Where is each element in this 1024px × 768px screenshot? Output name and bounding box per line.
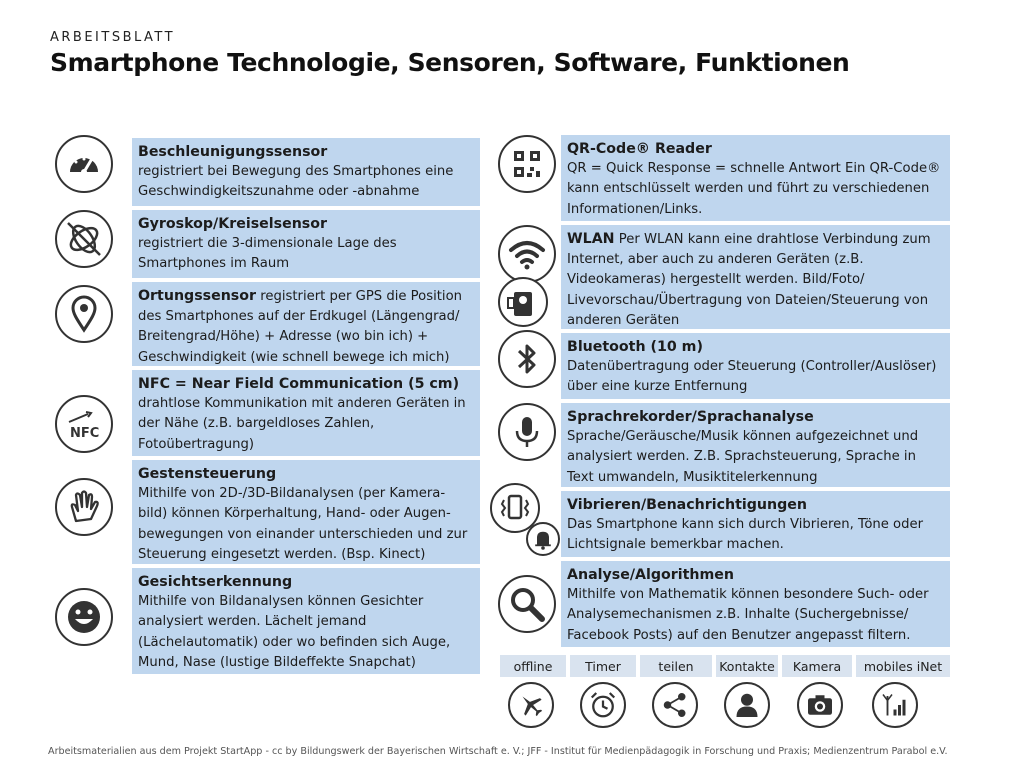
card-text: registriert bei Bewegung des Smartphones eine Geschwindigkeitszunahme oder -abnahme <box>138 164 454 200</box>
card-text: registriert die 3-dimensionale Lage des Smartphones im Raum <box>138 236 397 272</box>
card-sprachrekorder <box>561 403 950 487</box>
card-qr-code <box>561 135 950 221</box>
speedometer-icon <box>55 135 113 193</box>
microphone-icon <box>498 403 556 461</box>
bluetooth-icon <box>498 330 556 388</box>
function-label-kamera: Kamera <box>782 655 852 677</box>
card-title: Vibrieren/Benachrichtigungen <box>567 497 808 513</box>
card-vibrieren <box>561 491 950 557</box>
card-ortungssensor <box>132 282 480 366</box>
magnifier-icon <box>498 575 556 633</box>
card-text: Sprache/Geräusche/Musik können aufgezeichnet und analysiert werden. Z.B. Sprachsteuerung, Sprache in Text umwandeln, Musiktitelerkennung <box>567 429 919 485</box>
card-text: Per WLAN kann eine drahtlose Verbindung zum Internet, aber auch zu anderen Geräten (z.B. Videokameras) hergestellt werden. Bild/Foto/ Livevorschau/Übertragung von Dateien/Steuerung von anderen Geräten <box>567 232 931 328</box>
function-label-timer: Timer <box>570 655 636 677</box>
function-label-kontakte: Kontakte <box>716 655 778 677</box>
card-title: WLAN <box>567 231 615 247</box>
airplane-icon <box>508 682 554 728</box>
card-text: Mithilfe von Bildanalysen können Gesichter analysiert werden. Lächelt jemand (Lächelautomatik) oder wo befinden sich Auge, Mund, Nase (lustige Bildeffekte Snapchat) <box>138 594 451 670</box>
card-title: Gestensteuerung <box>138 466 277 482</box>
card-title: Sprachrekorder/Sprachanalyse <box>567 409 814 425</box>
card-title: Gesichtserkennung <box>138 574 293 590</box>
card-text: Datenübertragung oder Steuerung (Controller/Auslöser) über eine kurze Entfernung <box>567 359 937 395</box>
card-beschleunigungssensor <box>132 138 480 206</box>
card-title: Ortungssensor <box>138 288 256 304</box>
nfc-icon <box>55 395 113 453</box>
card-text: drahtlose Kommunikation mit anderen Geräten in der Nähe (z.B. bargeldloses Zahlen, Fotoübertragung) <box>138 396 466 452</box>
card-analyse <box>561 561 950 647</box>
bell-icon <box>526 522 560 556</box>
hand-icon <box>55 478 113 536</box>
card-title: NFC = Near Field Communication (5 cm) <box>138 376 460 392</box>
function-label-teilen: teilen <box>640 655 712 677</box>
function-label-mobiles-inet: mobiles iNet <box>856 655 950 677</box>
page-title: Smartphone Technologie, Sensoren, Software, Funktionen <box>50 48 850 77</box>
card-gestensteuerung <box>132 460 480 564</box>
card-gesichtserkennung <box>132 568 480 674</box>
wifi-icon <box>498 225 556 283</box>
card-title: Bluetooth (10 m) <box>567 339 703 355</box>
smiley-icon <box>55 588 113 646</box>
card-bluetooth <box>561 333 950 399</box>
signal-antenna-icon <box>872 682 918 728</box>
card-text: registriert per GPS die Position des Smartphones auf der Erdkugel (Längengrad/ Breitengrad/Höhe) + Adresse (wo bin ich) + Geschwindigkeit (wie schnell bewege ich mich) <box>138 289 463 365</box>
contact-icon <box>724 682 770 728</box>
card-text: Das Smartphone kann sich durch Vibrieren, Töne oder Lichtsignale bemerkbar machen. <box>567 517 924 553</box>
card-text: QR = Quick Response = schnelle Antwort Ein QR-Code® kann entschlüsselt werden und führt zu verschiedenen Informationen/Links. <box>567 161 941 217</box>
card-title: Gyroskop/Kreiselsensor <box>138 216 327 232</box>
svg-text:NFC: NFC <box>70 426 100 441</box>
card-title: QR-Code® Reader <box>567 141 712 157</box>
video-camera-icon <box>498 277 548 327</box>
card-title: Beschleunigungssensor <box>138 144 328 160</box>
camera-icon <box>797 682 843 728</box>
card-wlan <box>561 225 950 329</box>
function-label-offline: offline <box>500 655 566 677</box>
footer-credits: Arbeitsmaterialien aus dem Projekt StartApp - cc by Bildungswerk der Bayerischen Wirtschaft e. V.; JFF - Institut für Medienpädagogik in Forschung und Praxis; Medienzentrum Parabol e.V. <box>48 746 948 757</box>
worksheet-kicker: ARBEITSBLATT <box>50 30 176 45</box>
card-nfc <box>132 370 480 456</box>
gyroscope-icon <box>55 210 113 268</box>
qr-code-icon <box>498 135 556 193</box>
card-gyroskop <box>132 210 480 278</box>
card-title: Analyse/Algorithmen <box>567 567 735 583</box>
alarm-clock-icon <box>580 682 626 728</box>
card-text: Mithilfe von Mathematik können besondere Such- oder Analysemechanismen z.B. Inhalte (Suchergebnisse/ Facebook Posts) auf den Benutzer angepasst filtern. <box>567 587 929 643</box>
card-text: Mithilfe von 2D-/3D-Bildanalysen (per Kamera-bild) können Körperhaltung, Hand- oder Augen-bewegungen von einander unterschieden und zur Steuerung eingesetzt werden. (Bsp. Kinect) <box>138 486 468 562</box>
location-pin-icon <box>55 285 113 343</box>
share-icon <box>652 682 698 728</box>
